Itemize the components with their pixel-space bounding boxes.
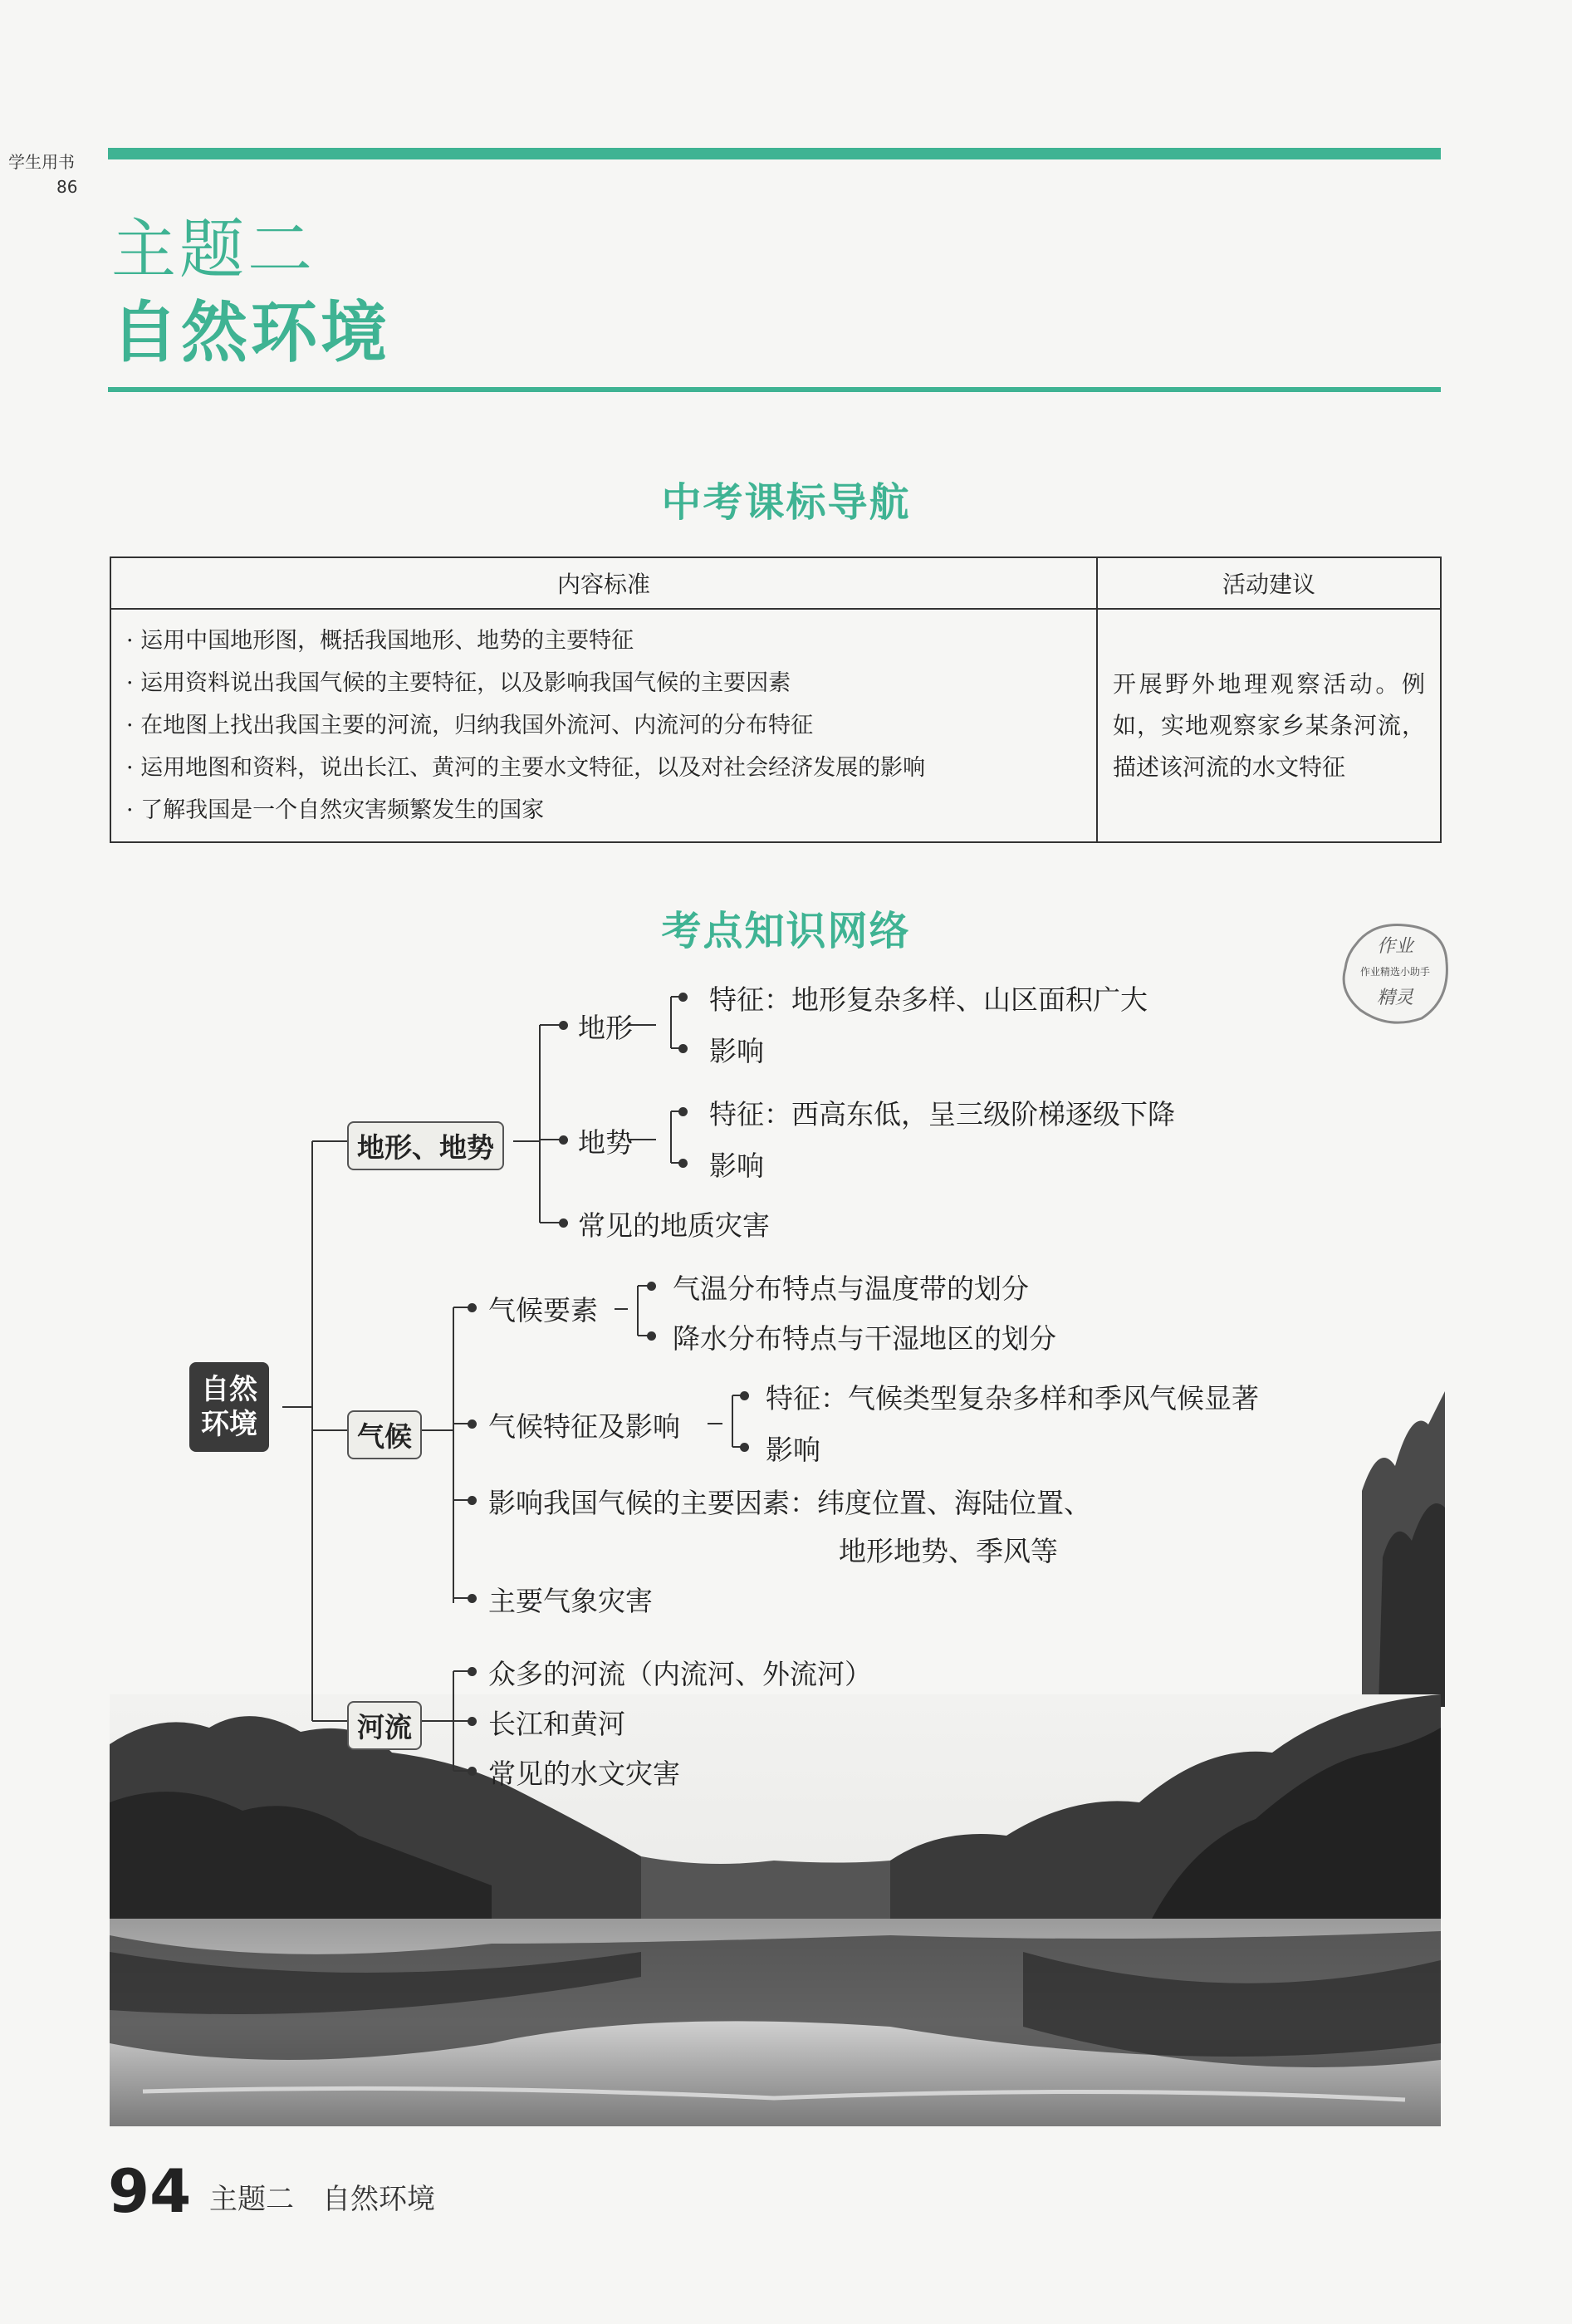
node-weather-hazards: 主要气象灾害 xyxy=(488,1585,653,1617)
bullet-dot xyxy=(740,1443,749,1452)
bullet-dot xyxy=(559,1021,568,1030)
footer-text: 主题二 自然环境 xyxy=(209,2183,435,2216)
node-terrain: 地形、地势 xyxy=(347,1121,504,1170)
standard-item: · 在地图上找出我国主要的河流，归纳我国外流河、内流河的分布特征 xyxy=(126,704,1081,747)
stamp-top-text: 作业 xyxy=(1376,936,1414,957)
bullet-dot xyxy=(678,1159,688,1168)
bullet-dot xyxy=(468,1594,477,1603)
activity-cell: 开展野外地理观察活动。例如，实地观察家乡某条河流，描述该河流的水文特征 xyxy=(1097,609,1441,842)
col-activity-header: 活动建议 xyxy=(1097,557,1441,609)
node-hydro-hazards: 常见的水文灾害 xyxy=(488,1758,680,1790)
node-rivers: 河流 xyxy=(347,1701,422,1750)
node-yangtze-yellow: 长江和黄河 xyxy=(488,1708,625,1740)
mindmap-root xyxy=(189,1362,269,1452)
bullet-dot xyxy=(740,1391,749,1400)
standard-item: · 运用中国地形图，概括我国地形、地势的主要特征 xyxy=(126,620,1081,662)
node-temperature: 气温分布特点与温度带的划分 xyxy=(673,1272,1029,1305)
bullet-dot xyxy=(468,1303,477,1312)
network-title: 考点知识网络 xyxy=(661,908,911,954)
node-relief-effect: 影响 xyxy=(709,1150,764,1182)
node-precipitation: 降水分布特点与干湿地区的划分 xyxy=(673,1322,1056,1355)
root-label: 自然 环境 xyxy=(201,1373,257,1441)
bullet-dot xyxy=(559,1218,568,1228)
bullet-dot xyxy=(468,1419,477,1429)
node-climate-elements: 气候要素 xyxy=(488,1294,598,1326)
node-relief-feature: 特征：西高东低，呈三级阶梯逐级下降 xyxy=(709,1098,1175,1130)
node-relief: 地势 xyxy=(578,1126,633,1159)
navigation-title: 中考课标导航 xyxy=(661,479,911,526)
bullet-dot xyxy=(678,1044,688,1053)
bullet-dot xyxy=(678,993,688,1002)
side-page-number: 86 xyxy=(56,177,78,197)
bullet-dot xyxy=(468,1667,477,1676)
standard-item: · 了解我国是一个自然灾害频繁发生的国家 xyxy=(126,789,1081,831)
standard-item: · 运用地图和资料，说出长江、黄河的主要水文特征，以及对社会经济发展的影响 xyxy=(126,747,1081,789)
bullet-dot xyxy=(647,1282,656,1291)
stamp-bottom-text: 精灵 xyxy=(1376,988,1414,1008)
stamp-middle-text: 作业精选小助手 xyxy=(1359,966,1431,978)
node-climate: 气候 xyxy=(347,1410,422,1459)
node-landform: 地形 xyxy=(578,1012,633,1044)
node-landform-effect: 影响 xyxy=(709,1035,764,1067)
standard-item: · 运用资料说出我国气候的主要特征，以及影响我国气候的主要因素 xyxy=(126,662,1081,704)
node-climate-factors-cont: 地形地势、季风等 xyxy=(839,1535,1058,1567)
node-climate-factors: 影响我国气候的主要因素：纬度位置、海陆位置、 xyxy=(488,1487,1091,1519)
bullet-dot xyxy=(559,1135,568,1145)
theme-title: 自然环境 xyxy=(111,294,390,371)
theme-subtitle: 主题二 xyxy=(111,213,316,287)
footer-page-number: 94 xyxy=(108,2156,192,2226)
bullet-dot xyxy=(468,1496,477,1505)
bullet-dot xyxy=(468,1717,477,1726)
node-climate-effect: 影响 xyxy=(766,1434,820,1466)
bullet-dot xyxy=(647,1331,656,1341)
node-geo-hazards: 常见的地质灾害 xyxy=(578,1209,770,1242)
bullet-dot xyxy=(678,1107,688,1116)
col-content-header: 内容标准 xyxy=(110,557,1097,609)
student-book-label: 学生用书 xyxy=(8,152,75,172)
node-climate-feature-detail: 特征：气候类型复杂多样和季风气候显著 xyxy=(766,1382,1259,1415)
node-climate-features: 气候特征及影响 xyxy=(488,1410,680,1443)
node-landform-feature: 特征：地形复杂多样、山区面积广大 xyxy=(709,983,1148,1016)
node-many-rivers: 众多的河流（内流河、外流河） xyxy=(488,1658,872,1690)
bullet-dot xyxy=(468,1767,477,1776)
